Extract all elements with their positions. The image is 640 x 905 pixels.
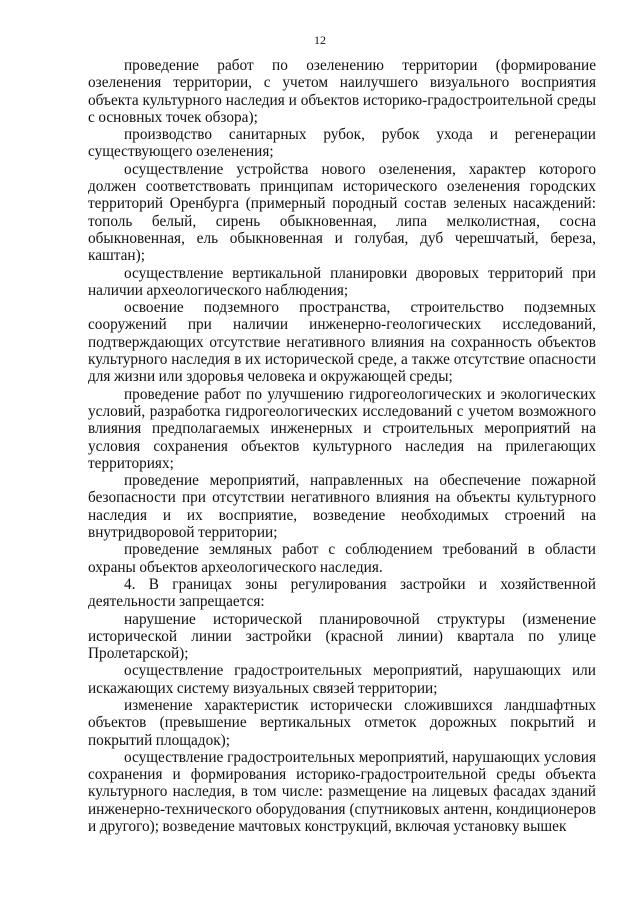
- paragraph: проведение мероприятий, направленных на обеспечение пожарной безопасности при отсутствии негативного влияния на объекты культурного наследия и их восприятие, возведение необходимых строений на внутридворовой территории;: [88, 472, 596, 542]
- paragraph: изменение характеристик исторически сложившихся ландшафтных объектов (превышение вертикальных отметок дорожных покрытий и покрытий площадок);: [88, 696, 596, 749]
- paragraph: осуществление вертикальной планировки дворовых территорий при наличии археологического наблюдения;: [88, 264, 596, 299]
- section-paragraph: 4. В границах зоны регулирования застройки и хозяйственной деятельности запрещается:: [88, 575, 596, 611]
- paragraph: осуществление градостроительных мероприятий, нарушающих условия сохранения и формирования историко-градостроительной среды объекта культурного наследия, в том числе: размещение на лицевых фасадах зданий инженерно-технического оборудования (спутниковых антенн, кондиционеров и другого); возведение мачтовых конструкций, включая установку вышек: [88, 748, 596, 836]
- page-number: 12: [314, 33, 326, 47]
- paragraph: проведение работ по улучшению гидрогеологических и экологических условий, разработка гидрогеологических исследований с учетом возможного влияния предполагаемых инженерных и строительных мероприятий на условия сохранения объектов культурного наследия на прилегающих территориях;: [88, 385, 596, 472]
- document-body: [88, 57, 596, 835]
- paragraph: производство санитарных рубок, рубок ухода и регенерации существующего озеленения;: [88, 126, 596, 161]
- paragraph: проведение работ по озеленению территории (формирование озеленения территории, с учетом наилучшего визуального восприятия объекта культурного наследия и объектов историко-градостроительной среды с основных точек обзора);: [88, 57, 596, 126]
- paragraph: осуществление градостроительных мероприятий, нарушающих или искажающих систему визуальных связей территории;: [88, 662, 596, 697]
- paragraph: осуществление устройства нового озеленения, характер которого должен соответствовать принципам исторического озеленения городских территорий Оренбурга (примерный породный состав зеленых насаждений: тополь белый, сирень обыкновенная, липа мелколистная, сосна обыкновенная, ель обыкновенная и голубая, дуб черешчатый, береза, каштан);: [88, 160, 596, 265]
- paragraph: нарушение исторической планировочной структуры (изменение исторической линии застройки (красной линии) квартала по улице Пролетарской);: [88, 610, 596, 663]
- paragraph: проведение земляных работ с соблюдением требований в области охраны объектов археологического наследия.: [88, 541, 596, 576]
- paragraph: освоение подземного пространства, строительство подземных сооружений при наличии инженерно-геологических исследований, подтверждающих отсутствие негативного влияния на сохранность объектов культурного наследия в их исторической среде, а также отсутствие опасности для жизни или здоровья человека и окружающей среды;: [88, 299, 596, 386]
